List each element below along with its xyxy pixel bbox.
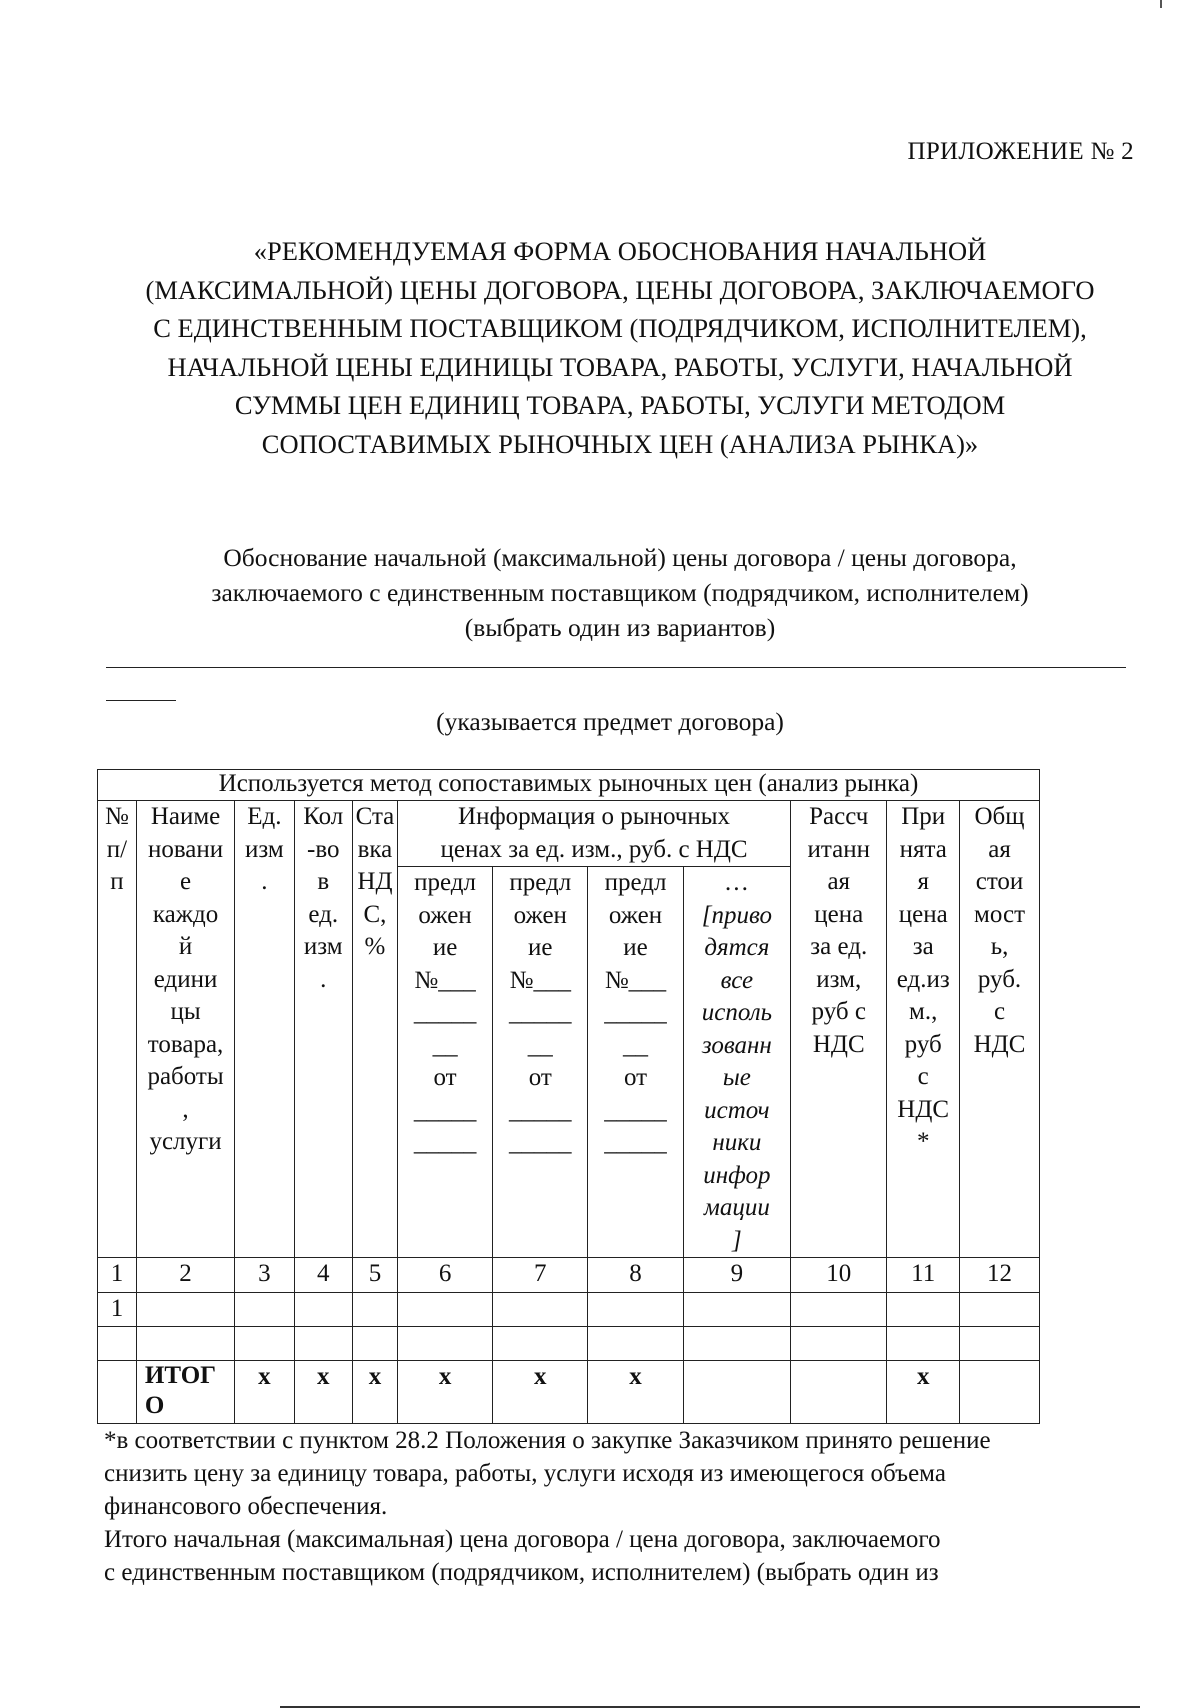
column-number-row <box>98 1258 1040 1293</box>
header-text-line: й <box>178 933 193 960</box>
table-cell <box>235 1327 294 1361</box>
header-text-line: _____ <box>413 999 477 1026</box>
header-text-line: каждо <box>152 900 219 928</box>
header-text-line: Общ <box>974 803 1025 830</box>
column-header-offer <box>397 867 492 1258</box>
table-cell <box>294 1327 352 1361</box>
table-cell <box>791 1361 887 1424</box>
column-number: 11 <box>887 1258 960 1293</box>
header-text-line: _____ <box>604 1129 667 1156</box>
header-text-line: -во <box>307 835 340 863</box>
table-cell <box>235 1293 294 1327</box>
header-text-line: м., <box>909 998 938 1025</box>
header-text-line: ожен <box>608 901 663 929</box>
row-number: 1 <box>98 1293 137 1327</box>
header-text-line: руб <box>904 1030 942 1058</box>
price-justification-table <box>97 769 1040 1424</box>
header-text-line: №___ <box>414 966 476 994</box>
header-text-line: Информация о рыночных <box>458 803 731 830</box>
column-header-quantity <box>294 801 352 1258</box>
header-text-line: стои <box>975 868 1024 895</box>
header-text-line: исполь <box>701 999 772 1026</box>
column-header-offer <box>588 867 683 1258</box>
subtitle-line: заключаемого с единственным поставщиком (подрядчиком, исполнителем) <box>211 578 1029 607</box>
header-text-line: __ <box>623 1031 649 1059</box>
header-text-line: все <box>720 966 754 994</box>
header-text-line: _____ <box>413 1096 477 1124</box>
header-text-line: с <box>993 998 1006 1025</box>
header-text-line: При <box>901 803 946 830</box>
title-line: (МАКСИМАЛЬНОЙ) ЦЕНЫ ДОГОВОРА, ЦЕНЫ ДОГОВОРА, ЗАКЛЮЧАЕМОГО <box>145 274 1095 305</box>
table-cell <box>887 1327 960 1361</box>
header-text-line: е <box>179 868 192 895</box>
total-label <box>136 1361 234 1424</box>
not-applicable-mark: x <box>397 1361 492 1424</box>
header-text-line: ИТОГ <box>144 1362 217 1389</box>
column-number: 8 <box>588 1258 683 1293</box>
column-number: 7 <box>493 1258 588 1293</box>
header-text-line: ожен <box>513 901 567 929</box>
subtitle-line: (выбрать один из вариантов) <box>464 613 776 642</box>
header-text-line: Кол <box>303 803 344 830</box>
header-text-line: НДС <box>973 1030 1026 1058</box>
table-cell <box>98 1327 137 1361</box>
column-number: 9 <box>683 1258 791 1293</box>
header-text-line: НД <box>357 868 393 895</box>
header-text-line: едини <box>153 965 218 993</box>
header-text-line: ценах за ед. изм., руб. с НДС <box>440 835 748 863</box>
header-text-line: С, <box>363 900 387 928</box>
footnote-line: снизить цену за единицу товара, работы, услуги исходя из имеющегося объема <box>104 1460 946 1487</box>
header-text-line: НДС <box>897 1095 950 1123</box>
document-title <box>60 232 1180 463</box>
column-number: 12 <box>960 1258 1040 1293</box>
header-text-line: _____ <box>604 1096 667 1124</box>
header-text-line: ие <box>623 934 648 961</box>
header-text-line: итанн <box>807 835 870 863</box>
scan-mark <box>1160 0 1162 8</box>
header-text-line: * <box>916 1128 930 1155</box>
header-text-line: ая <box>827 868 851 895</box>
header-text-line: руб с <box>811 998 866 1025</box>
contract-subject-hint: (указывается предмет договора) <box>436 707 784 736</box>
table-cell <box>960 1293 1040 1327</box>
contract-subject-field-line-continued <box>106 700 176 701</box>
header-text-line: ь, <box>990 933 1009 960</box>
header-text-line: _____ <box>509 1129 572 1156</box>
header-text-line: инфор <box>703 1161 771 1189</box>
header-text-line: нята <box>899 835 947 863</box>
header-text-line: цы <box>170 998 201 1025</box>
summary-line: с единственным поставщиком (подрядчиком, исполнителем) (выбрать один из <box>104 1559 939 1586</box>
header-text-line: № <box>105 803 129 830</box>
header-text-line: _____ <box>509 999 572 1026</box>
column-header-unit <box>235 801 294 1258</box>
contract-subject-field-line <box>106 667 1126 668</box>
table-cell <box>588 1327 683 1361</box>
table-cell <box>352 1293 397 1327</box>
header-text-line: Ста <box>355 803 395 830</box>
header-text-line: _____ <box>509 1096 572 1124</box>
column-header-offer <box>493 867 588 1258</box>
header-text-line: [приво <box>701 901 772 929</box>
title-line: СУММЫ ЦЕН ЕДИНИЦ ТОВАРА, РАБОТЫ, УСЛУГИ МЕТОДОМ <box>234 390 1006 420</box>
title-line: С ЕДИНСТВЕННЫМ ПОСТАВЩИКОМ (ПОДРЯДЧИКОМ, ИСПОЛНИТЕЛЕМ), <box>153 313 1087 343</box>
table-cell <box>136 1327 234 1361</box>
header-text-line: №___ <box>509 966 571 994</box>
method-header: Используется метод сопоставимых рыночных цен (анализ рынка) <box>98 770 1040 801</box>
header-text-line: источ <box>704 1096 770 1124</box>
header-text-line: ед.из <box>896 965 950 993</box>
header-text-line: за <box>912 933 934 960</box>
header-text-line: №___ <box>604 966 667 994</box>
header-text-line: предл <box>414 869 476 896</box>
header-text-line: цена <box>898 900 948 928</box>
header-text-line: услуги <box>149 1128 222 1155</box>
title-line: «РЕКОМЕНДУЕМАЯ ФОРМА ОБОСНОВАНИЯ НАЧАЛЬНОЙ <box>253 236 987 266</box>
not-applicable-mark: x <box>887 1361 960 1424</box>
header-text-line: изм, <box>816 965 862 993</box>
header-text-line: от <box>528 1064 552 1091</box>
column-number: 5 <box>352 1258 397 1293</box>
table-cell <box>683 1361 791 1424</box>
table-cell <box>791 1327 887 1361</box>
table-cell <box>98 1361 137 1424</box>
column-header-total-cost <box>960 801 1040 1258</box>
header-text-line: п/ <box>106 835 128 863</box>
header-text-line: _____ <box>604 999 667 1026</box>
table-row <box>98 1327 1040 1361</box>
header-text-line: . <box>261 868 268 895</box>
column-number: 10 <box>791 1258 887 1293</box>
header-text-line: … <box>725 869 748 896</box>
header-text-line: % <box>364 933 386 960</box>
header-text-line: предл <box>604 869 667 896</box>
column-number: 1 <box>98 1258 137 1293</box>
header-text-line: ники <box>712 1129 762 1156</box>
column-number: 2 <box>136 1258 234 1293</box>
not-applicable-mark: x <box>588 1361 683 1424</box>
header-text-line: предл <box>509 869 572 896</box>
total-row <box>98 1361 1040 1424</box>
column-header-calculated-price <box>791 801 887 1258</box>
footnote-line: финансового обеспечения. <box>104 1493 388 1520</box>
header-text-line: вка <box>357 835 393 863</box>
header-text-line: я <box>917 868 929 895</box>
header-text-line: ожен <box>418 901 472 929</box>
table-cell <box>683 1293 791 1327</box>
column-header-item-name <box>136 801 234 1258</box>
table-cell <box>960 1327 1040 1361</box>
title-line: НАЧАЛЬНОЙ ЦЕНЫ ЕДИНИЦЫ ТОВАРА, РАБОТЫ, УСЛУГИ, НАЧАЛЬНОЙ <box>167 351 1073 382</box>
header-text-line: _____ <box>413 1129 477 1156</box>
header-text-line: мации <box>703 1194 770 1221</box>
not-applicable-mark: x <box>493 1361 588 1424</box>
header-text-line: с <box>917 1063 929 1090</box>
column-header-number <box>98 801 137 1258</box>
column-header-vat-rate <box>352 801 397 1258</box>
header-text-line: . <box>320 965 327 993</box>
header-text-line: ие <box>432 934 458 961</box>
table-cell <box>887 1293 960 1327</box>
column-header-other-sources <box>683 867 791 1258</box>
header-text-line: п <box>110 868 124 895</box>
table-cell <box>791 1293 887 1327</box>
table-cell <box>397 1327 492 1361</box>
table-cell <box>352 1327 397 1361</box>
table-cell <box>493 1293 588 1327</box>
header-text-line: изм <box>303 933 343 960</box>
header-text-line: работы <box>147 1063 224 1090</box>
table-cell <box>294 1293 352 1327</box>
column-header-accepted-price <box>887 801 960 1258</box>
header-text-line: Ед. <box>247 803 282 830</box>
header-text-line: зованн <box>701 1031 772 1059</box>
table-row <box>98 1293 1040 1327</box>
header-text-line: Наиме <box>150 803 221 830</box>
header-text-line: НДС <box>812 1030 865 1058</box>
form-subtitle <box>60 540 1180 645</box>
header-text-line: от <box>433 1064 457 1091</box>
header-text-line: ] <box>732 1226 742 1254</box>
column-number: 6 <box>397 1258 492 1293</box>
footnote-line: *в соответствии с пунктом 28.2 Положения о закупке Заказчиком принято решение <box>104 1427 991 1454</box>
table-cell <box>683 1327 791 1361</box>
header-text-line: руб. <box>977 965 1022 993</box>
header-text-line: дятся <box>704 934 770 961</box>
table-cell <box>960 1361 1040 1424</box>
header-text-line: за ед. <box>810 933 868 960</box>
not-applicable-mark: x <box>294 1361 352 1424</box>
title-line: СОПОСТАВИМЫХ РЫНОЧНЫХ ЦЕН (АНАЛИЗА РЫНКА)» <box>261 428 979 459</box>
header-text-line: от <box>623 1064 648 1091</box>
table-cell <box>588 1293 683 1327</box>
footnote <box>104 1424 1154 1589</box>
header-text-line: цена <box>814 900 864 928</box>
summary-line: Итого начальная (максимальная) цена договора / цена договора, заключаемого <box>104 1526 941 1553</box>
header-text-line: ые <box>722 1064 751 1091</box>
header-text-line: в <box>317 868 330 895</box>
header-text-line: ед. <box>308 900 339 928</box>
header-text-line: новани <box>147 835 224 863</box>
header-text-line: О <box>144 1392 165 1419</box>
not-applicable-mark: x <box>235 1361 294 1424</box>
subtitle-line: Обоснование начальной (максимальной) цены договора / цены договора, <box>223 543 1017 572</box>
table-cell <box>136 1293 234 1327</box>
column-number: 4 <box>294 1258 352 1293</box>
appendix-label: ПРИЛОЖЕНИЕ № 2 <box>907 138 1134 165</box>
table-cell <box>493 1327 588 1361</box>
header-text-line: товара, <box>147 1030 224 1058</box>
header-text-line: , <box>182 1095 189 1123</box>
header-text-line: __ <box>527 1031 553 1059</box>
header-text-line: ие <box>528 934 553 961</box>
header-text-line: ая <box>988 835 1011 863</box>
column-header-market-info <box>397 801 790 867</box>
header-text-line: изм <box>245 835 284 863</box>
column-number: 3 <box>235 1258 294 1293</box>
header-text-line: мост <box>974 900 1025 928</box>
not-applicable-mark: x <box>352 1361 397 1424</box>
table-cell <box>397 1293 492 1327</box>
header-text-line: Рассч <box>809 803 869 830</box>
header-text-line: __ <box>432 1031 458 1059</box>
